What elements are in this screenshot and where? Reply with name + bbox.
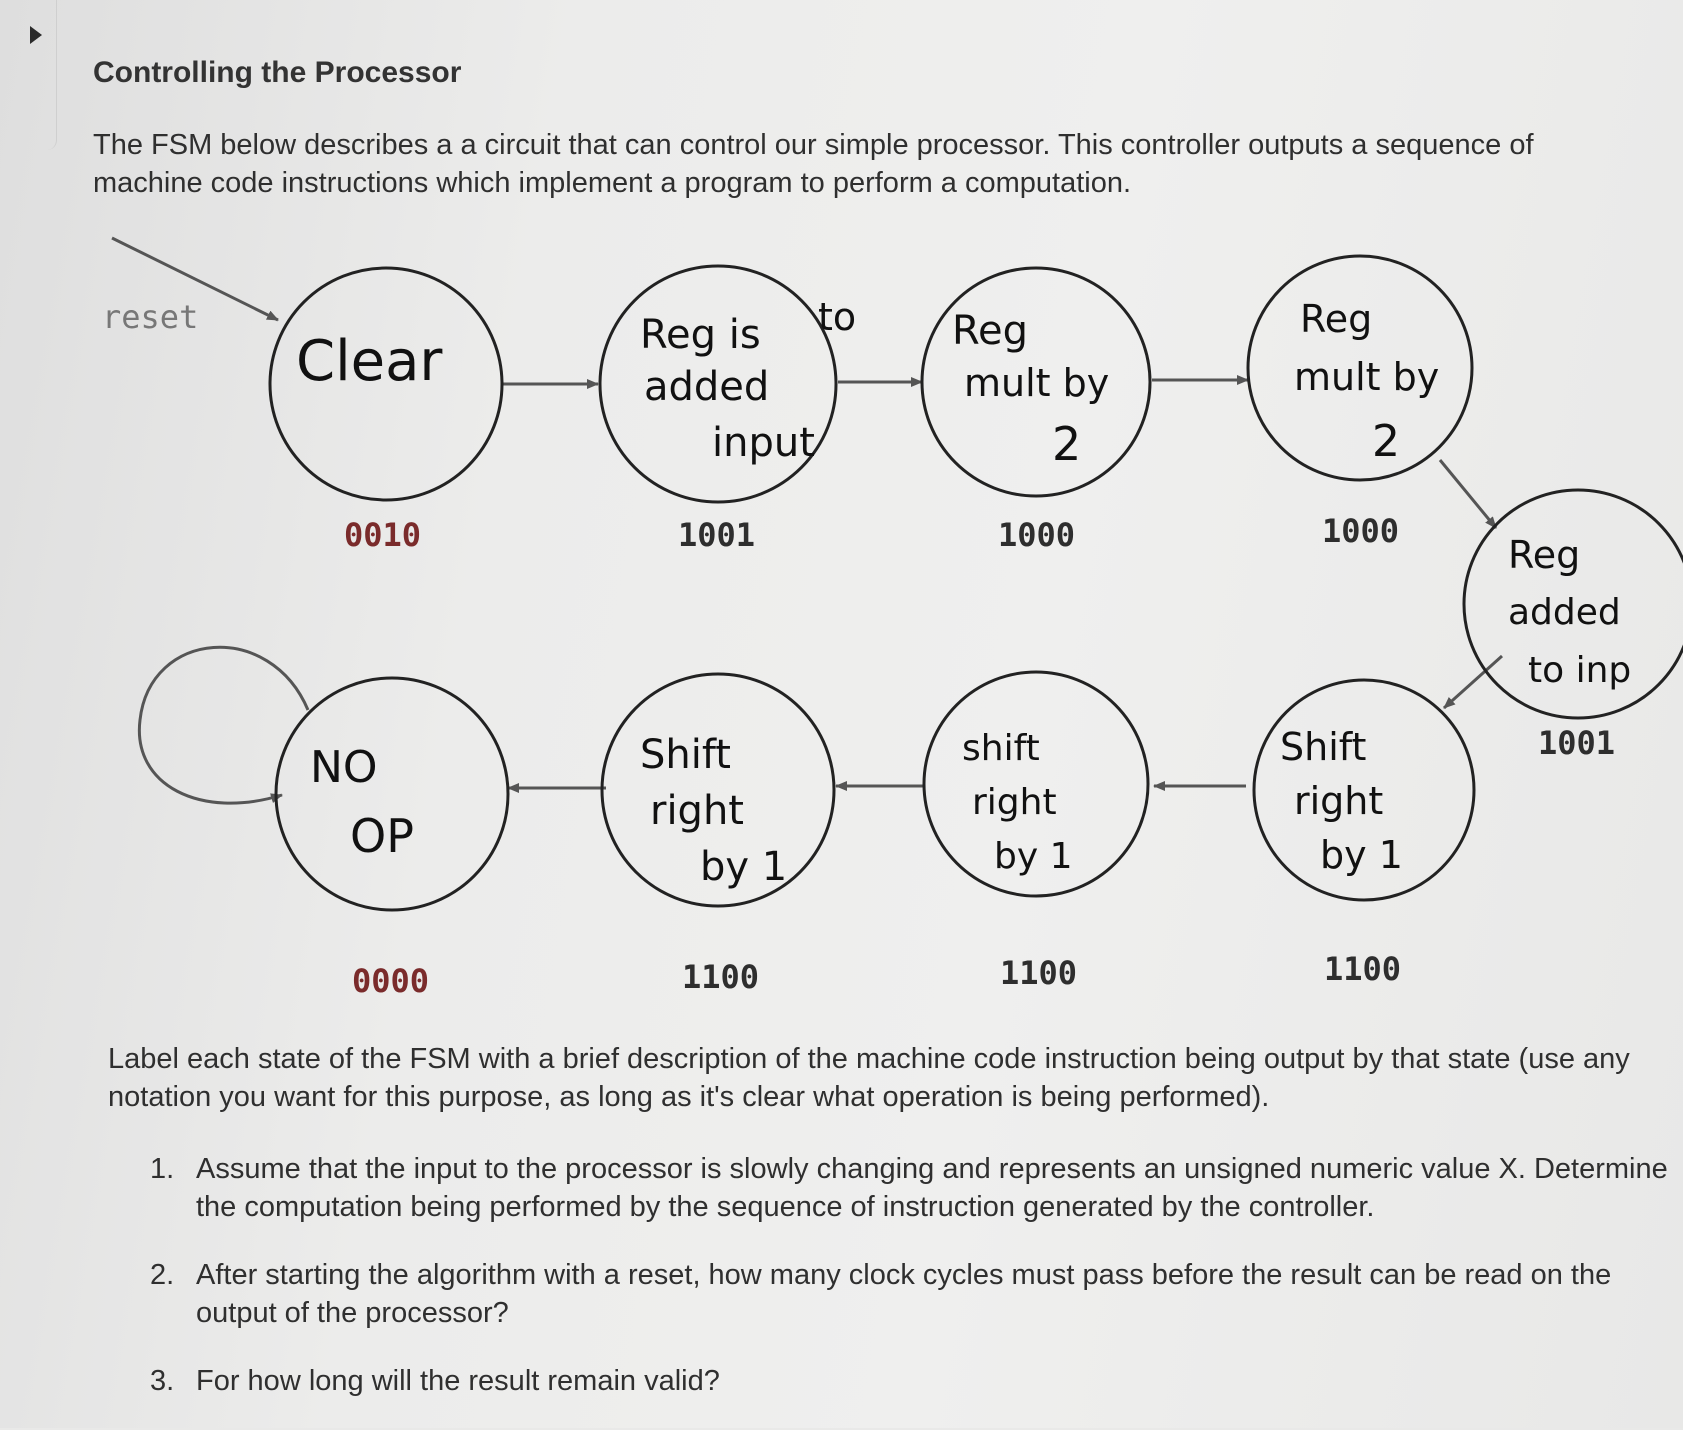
state-label-line: input bbox=[712, 420, 815, 466]
question-item bbox=[150, 1150, 1683, 1226]
output-code: 1100 bbox=[1324, 950, 1402, 988]
intro-paragraph: The FSM below describes a a circuit that can control our simple processor. This controller outputs a sequence of machine code instructions which implement a program to perform a computation. bbox=[93, 129, 1534, 199]
question-item bbox=[150, 1362, 1683, 1400]
state-label-line: NO bbox=[310, 742, 378, 793]
state-label-line: by 1 bbox=[994, 836, 1073, 877]
state-label-line: mult by bbox=[1294, 355, 1440, 399]
state-label-line: mult by bbox=[964, 361, 1110, 405]
question-text: After starting the algorithm with a reset, how many clock cycles must pass before the result can be read on the output of the processor? bbox=[196, 1259, 1612, 1329]
fsm-diagram bbox=[0, 220, 1683, 1040]
state-label-line: right bbox=[650, 788, 744, 834]
output-code: 1100 bbox=[682, 958, 760, 996]
state-label-line: to bbox=[818, 295, 857, 339]
question-number: 1. bbox=[150, 1153, 175, 1185]
instructions-paragraph: Label each state of the FSM with a brief description of the machine code instruction being output by that state (use any notation you want for this purpose, as long as it's clear what operation is being performed). bbox=[108, 1043, 1630, 1113]
state-label-line: Shift bbox=[1280, 725, 1367, 769]
output-code: 1001 bbox=[678, 516, 756, 554]
question-text: Assume that the input to the processor is slowly changing and represents an unsigned numeric value X. Determine the computation being performed by the sequence of instruction generated by the controller. bbox=[196, 1153, 1668, 1223]
state-circle-no-op[interactable] bbox=[276, 678, 508, 910]
state-label-line: by 1 bbox=[700, 844, 788, 890]
state-label-clear: Clear bbox=[296, 329, 443, 394]
state-label-line: by 1 bbox=[1320, 833, 1403, 877]
state-label-line: added bbox=[1508, 592, 1621, 633]
state-label-line: Reg is bbox=[640, 312, 761, 358]
output-code: 1001 bbox=[1538, 724, 1616, 762]
state-label-line: to inp bbox=[1528, 650, 1632, 691]
state-label-line: shift bbox=[962, 728, 1040, 769]
self-loop-arrow bbox=[139, 647, 308, 803]
output-code: 1100 bbox=[1000, 954, 1078, 992]
question-text: For how long will the result remain valid? bbox=[196, 1365, 720, 1397]
question-number: 2. bbox=[150, 1259, 175, 1291]
state-label-line: right bbox=[972, 782, 1057, 823]
reset-label: reset bbox=[102, 298, 199, 336]
question-item bbox=[150, 1256, 1683, 1332]
state-label-line: Shift bbox=[640, 732, 731, 778]
output-code: 1000 bbox=[1322, 512, 1400, 550]
cell-gutter bbox=[0, 0, 57, 150]
state-label-line: right bbox=[1294, 779, 1384, 823]
state-label-line: Reg bbox=[952, 308, 1028, 354]
output-code: 1000 bbox=[998, 516, 1076, 554]
question-number: 3. bbox=[150, 1365, 175, 1397]
output-code: 0000 bbox=[352, 962, 430, 1000]
state-label-line: added bbox=[644, 364, 770, 410]
state-label-line: OP bbox=[350, 809, 414, 863]
output-code: 0010 bbox=[344, 516, 422, 554]
state-label-line: Reg bbox=[1508, 533, 1581, 577]
collapse-triangle-icon[interactable] bbox=[30, 26, 42, 44]
transition-arrow bbox=[1440, 460, 1496, 528]
state-label-line: 2 bbox=[1372, 416, 1400, 467]
state-label-line: 2 bbox=[1052, 417, 1082, 471]
page-title: Controlling the Processor bbox=[93, 56, 462, 89]
question-list bbox=[150, 1150, 1683, 1430]
state-label-line: Reg bbox=[1300, 297, 1373, 341]
